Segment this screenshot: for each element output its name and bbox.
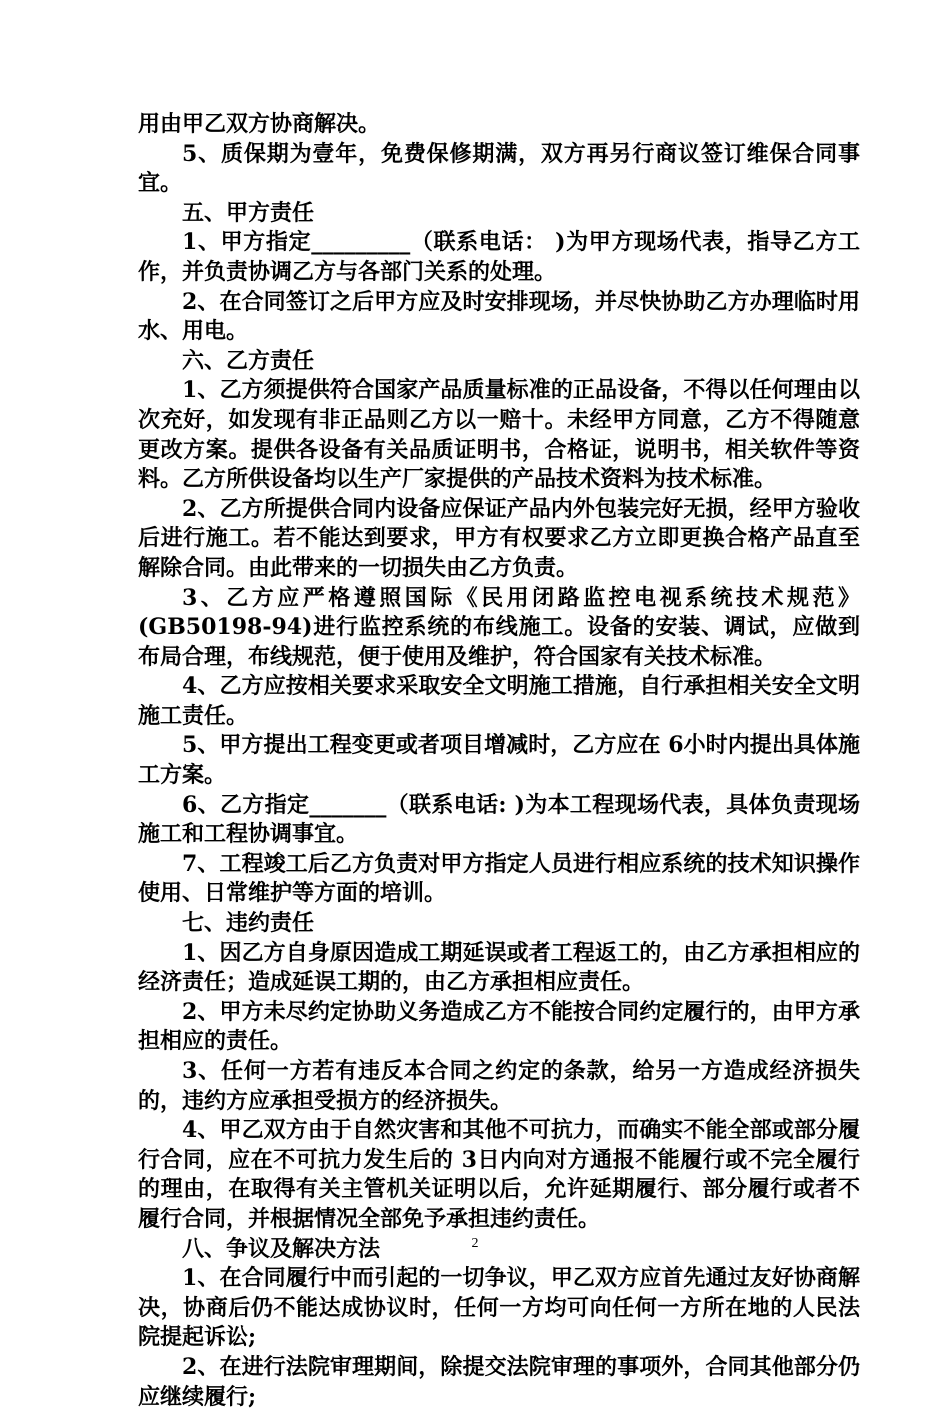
paragraph-party-b-representative: 6、乙方指定_______（联系电话: )为本工程现场代表，具体负责现场施工和工程协调事宜。 <box>138 791 860 848</box>
paragraph-force-majeure: 4、甲乙双方由于自然灾害和其他不可抗力，而确实不能全部或部分履行合同，应在不可抗力发生后的 3日内向对方通报不能履行或不完全履行的理由，在取得有关主管机关证明以后，允许延期履行、部分履行或者不履行合同，并根据情况全部免予承担违约责任。 <box>138 1117 860 1232</box>
paragraph-dispute-continuation: 2、在进行法院审理期间，除提交法院审理的事项外，合同其他部分仍应继续履行; <box>138 1353 860 1410</box>
paragraph-party-b-equipment: 1、乙方须提供符合国家产品质量标准的正品设备，不得以任何理由以次充好，如发现有非正品则乙方以一赔十。未经甲方同意，乙方不得随意更改方案。提供各设备有关品质证明书，合格证，说明书，相关软件等资料。乙方所供设备均以生产厂家提供的产品技术资料为技术标准。 <box>138 377 860 493</box>
section-heading-breach: 七、违约责任 <box>182 910 315 937</box>
page-number: 2 <box>471 1236 479 1251</box>
paragraph-breach-loss: 3、任何一方若有违反本合同之约定的条款，给另一方造成经济损失的，违约方应承担受损方的经济损失。 <box>138 1058 860 1114</box>
section-heading-party-b: 六、乙方责任 <box>182 347 315 374</box>
paragraph-warranty-period: 5、质保期为壹年，免费保修期满，双方再另行商议签订维保合同事宜。 <box>138 140 860 197</box>
document-body <box>138 110 860 1412</box>
paragraph-party-b-safety: 4、乙方应按相关要求采取安全文明施工措施，自行承担相关安全文明施工责任。 <box>138 673 860 729</box>
paragraph-party-a-site: 2、在合同签订之后甲方应及时安排现场，并尽快协助乙方办理临时用水、用电。 <box>138 288 860 345</box>
paragraph-party-b-standard: 3、乙方应严格遵照国际《民用闭路监控电视系统技术规范》(GB50198-94)进行监控系统的布线施工。设备的安装、调试，应做到布局合理，布线规范，便于使用及维护，符合国家有关技术标准。 <box>138 584 860 670</box>
paragraph-continuation: 用由甲乙双方协商解决。 <box>138 111 381 137</box>
paragraph-party-b-packaging: 2、乙方所提供合同内设备应保证产品内外包装完好无损，经甲方验收后进行施工。若不能达到要求，甲方有权要求乙方立即更换合格产品直至解除合同。由此带来的一切损失由乙方负责。 <box>138 495 860 581</box>
paragraph-breach-delay: 1、因乙方自身原因造成工期延误或者工程返工的，由乙方承担相应的经济责任；造成延误工期的，由乙方承担相应责任。 <box>138 939 860 996</box>
paragraph-party-b-changes: 5、甲方提出工程变更或者项目增减时，乙方应在 6小时内提出具体施工方案。 <box>138 732 860 789</box>
section-heading-disputes: 八、争议及解决方法 <box>182 1235 381 1262</box>
section-heading-party-a: 五、甲方责任 <box>182 199 315 226</box>
paragraph-breach-party-a: 2、甲方未尽约定协助义务造成乙方不能按合同约定履行的，由甲方承担相应的责任。 <box>138 998 860 1055</box>
paragraph-party-b-training: 7、工程竣工后乙方负责对甲方指定人员进行相应系统的技术知识操作使用、日常维护等方面的培训。 <box>138 850 860 907</box>
paragraph-party-a-representative: 1、甲方指定_________（联系电话： )为甲方现场代表，指导乙方工作，并负责协调乙方与各部门关系的处理。 <box>138 229 860 285</box>
paragraph-dispute-resolution: 1、在合同履行中而引起的一切争议，甲乙双方应首先通过友好协商解决，协商后仍不能达成协议时，任何一方均可向任何一方所在地的人民法院提起诉讼; <box>138 1265 860 1351</box>
